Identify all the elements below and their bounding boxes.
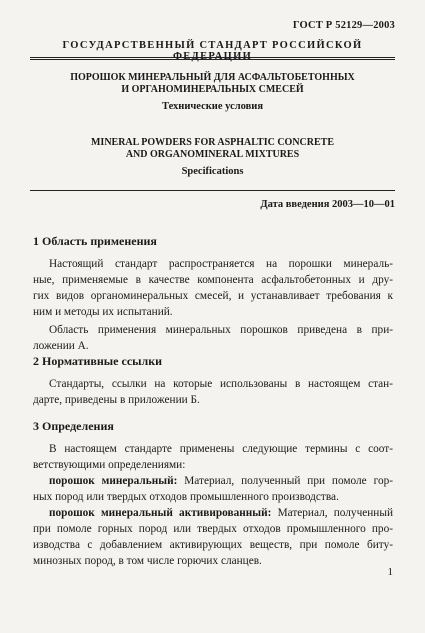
- title-ru-line-1: ПОРОШОК МИНЕРАЛЬНЫЙ ДЛЯ АСФАЛЬТОБЕТОННЫХ: [70, 72, 355, 83]
- header-rule-top: [30, 57, 395, 58]
- text-line: ложении А.: [33, 340, 89, 352]
- text-line: ные, применяемые в качестве компонента асфальтобетонных и дру-: [33, 274, 393, 286]
- text-line: Настоящий стандарт распространяется на порошки минераль-: [49, 258, 393, 270]
- section-3-heading: 3 Определения: [33, 419, 114, 433]
- term-activated-mineral-powder: порошок минеральный активированный:: [49, 507, 272, 519]
- header-rule-bottom: [30, 59, 395, 60]
- text-line: ветствующими определениями:: [33, 459, 186, 471]
- section-2-paragraph-1: [33, 376, 393, 408]
- introduction-date: Дата введения 2003—10—01: [260, 199, 395, 210]
- definition-activated-mineral-powder: [33, 505, 393, 569]
- definition-text: Материал, полученный при помоле гор-: [177, 475, 394, 487]
- definition-mineral-powder: [33, 473, 393, 505]
- text-line: гих видов органоминеральных смесей, и устанавливает требования к: [33, 290, 393, 302]
- subtitle-english: Specifications: [181, 166, 244, 177]
- text-line: ним и методы их испытаний.: [33, 306, 173, 318]
- section-3-paragraph-1: [33, 441, 393, 473]
- text-line: ных пород или твердых отходов промышленного производства.: [33, 491, 339, 503]
- text-line: [33, 505, 393, 521]
- date-rule: [30, 190, 395, 191]
- title-english: [30, 137, 395, 161]
- text-line: Область применения минеральных порошков приведена в при-: [49, 324, 393, 336]
- text-line: при помоле горных пород или твердых отходов промышленного про-: [33, 523, 393, 535]
- section-1-paragraph-2: [33, 322, 393, 354]
- title-ru-line-2: И ОРГАНОМИНЕРАЛЬНЫХ СМЕСЕЙ: [121, 84, 304, 95]
- text-line: Стандарты, ссылки на которые использованы в настоящем стан-: [49, 378, 393, 390]
- section-1-paragraph-1: [33, 256, 393, 320]
- text-line: В настоящем стандарте применены следующие термины с соот-: [49, 443, 393, 455]
- title-russian: [30, 72, 395, 96]
- text-line: минозных пород, в том числе горючих сланцев.: [33, 555, 262, 567]
- page-number: 1: [387, 566, 393, 578]
- section-1-heading: 1 Область применения: [33, 234, 157, 248]
- standard-code: ГОСТ Р 52129—2003: [292, 20, 395, 31]
- subtitle-russian: Технические условия: [161, 101, 264, 112]
- term-mineral-powder: порошок минеральный:: [49, 475, 178, 487]
- text-line: изводства с добавлением активирующих веществ, при помоле биту-: [33, 539, 393, 551]
- definition-text: Материал, полученный: [271, 507, 393, 519]
- national-standard-banner: ГОСУДАРСТВЕННЫЙ СТАНДАРТ РОССИЙСКОЙ ФЕДЕРАЦИИ: [62, 40, 363, 62]
- title-en-line-2: AND ORGANOMINERAL MIXTURES: [125, 149, 300, 160]
- text-line: [33, 473, 393, 489]
- title-en-line-1: MINERAL POWDERS FOR ASPHALTIC CONCRETE: [90, 137, 334, 148]
- section-2-heading: 2 Нормативные ссылки: [33, 354, 163, 368]
- text-line: дарте, приведены в приложении Б.: [33, 394, 200, 406]
